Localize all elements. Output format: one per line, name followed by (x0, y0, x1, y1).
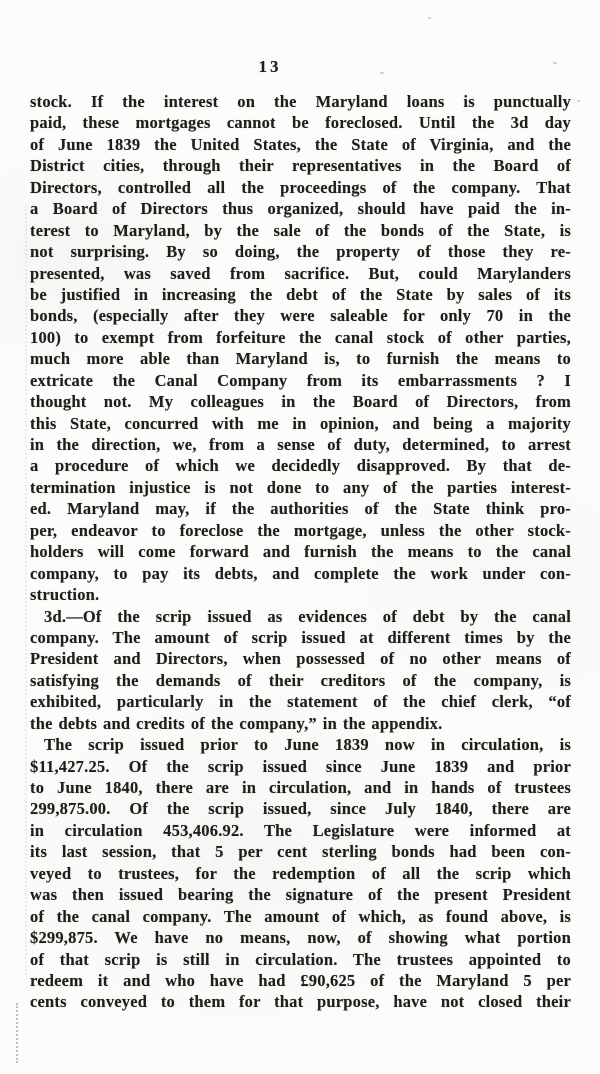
text-line: struction. (30, 585, 100, 605)
text-line: $299,875. We have no means, now, of showing what portion (30, 928, 571, 948)
text-line: The scrip issued prior to June 1839 now in circulation, is (44, 735, 571, 755)
text-line: in the direction, we, from a sense of duty, determined, to arrest (30, 435, 571, 454)
text-line: exhibited, particularly in the statement of the chief clerk, “of (30, 692, 571, 712)
scan-speck (380, 72, 384, 74)
scan-speck (236, 143, 239, 145)
text-line: 299,875.00. Of the scrip issued, since July 1840, there are (30, 799, 571, 819)
text-line: cents conveyed to them for that purpose, have not closed their (30, 992, 571, 1012)
text-line: President and Directors, when possessed of no other means of (30, 649, 571, 669)
text-line: this State, concurred with me in opinion, and being a majority (30, 413, 571, 433)
text-line: company, to pay its debts, and complete the work under con- (30, 563, 571, 583)
text-line: holders will come forward and furnish the means to the canal (30, 542, 571, 562)
text-line: District cities, through their representatives in the Board of (30, 156, 571, 176)
text-line: 100) to exempt from forfeiture the canal stock of other parties, (30, 327, 571, 347)
text-line: of that scrip is still in circulation. The trustees appointed to (30, 949, 571, 969)
text-line: a procedure of which we decidedly disapproved. By that de- (30, 456, 571, 476)
text-line: the debts and credits of the company,” in the appendix. (30, 713, 443, 733)
text-line: ed. Maryland may, if the authorities of the State think pro- (30, 499, 571, 519)
text-line: per, endeavor to foreclose the mortgage, unless the other stock- (30, 520, 571, 540)
text-line: not surprising. By so doing, the property of those they re- (30, 242, 571, 262)
scan-speck (577, 100, 580, 102)
scan-speck (428, 17, 431, 19)
text-line: much more able than Maryland is, to furnish the means to (30, 349, 571, 369)
text-line: veyed to trustees, for the redemption of all the scrip which (30, 863, 571, 883)
text-line: presented, was saved from sacrifice. But, could Marylanders (30, 263, 571, 283)
text-line: paid, these mortgages cannot be foreclosed. Until the 3d day (30, 113, 571, 133)
text-line: terest to Maryland, by the sale of the bonds of the State, is (30, 220, 571, 240)
text-line: termination injustice is not done to any of the parties interest- (30, 477, 571, 497)
binding-fold-line-bottom (16, 1003, 18, 1063)
text-line: company. The amount of scrip issued at different times by the (30, 627, 571, 647)
text-line: to June 1840, there are in circulation, and in hands of trustees (30, 778, 571, 797)
text-line: its last session, that 5 per cent sterling bonds had been con- (30, 842, 571, 862)
paragraph (30, 734, 571, 1013)
text-line: Directors, controlled all the proceedings of the company. That (30, 177, 571, 197)
text-line: stock. If the interest on the Maryland loans is punctually (30, 92, 571, 111)
page-number: 13 (258, 57, 282, 76)
text-line: be justified in increasing the debt of the State by sales of its (30, 284, 571, 304)
text-line: 3d.—Of the scrip issued as evidences of debt by the canal (44, 606, 571, 626)
text-line: thought not. My colleagues in the Board of Directors, from (30, 392, 571, 412)
text-line: a Board of Directors thus organized, should have paid the in- (30, 199, 571, 219)
text-line: of the canal company. The amount of which, as found above, is (30, 906, 571, 926)
text-line: satisfying the demands of their creditors of the company, is (30, 670, 571, 690)
scan-speck (553, 62, 557, 64)
text-line: $11,427.25. Of the scrip issued since June 1839 and prior (30, 756, 571, 776)
paragraph (30, 91, 571, 606)
text-line: redeem it and who have had £90,625 of the Maryland 5 per (30, 970, 571, 990)
text-block (30, 91, 571, 1013)
text-line: in circulation 453,406.92. The Legislature were informed at (30, 820, 571, 840)
paragraph (30, 606, 571, 735)
binding-fold-line (25, 205, 27, 975)
text-line: extricate the Canal Company from its embarrassments ? I (30, 370, 571, 390)
text-line: of June 1839 the United States, the State of Virginia, and the (30, 134, 571, 154)
text-line: was then issued bearing the signature of the present President (30, 885, 571, 905)
text-line: bonds, (especially after they were saleable for only 70 in the (30, 306, 571, 326)
